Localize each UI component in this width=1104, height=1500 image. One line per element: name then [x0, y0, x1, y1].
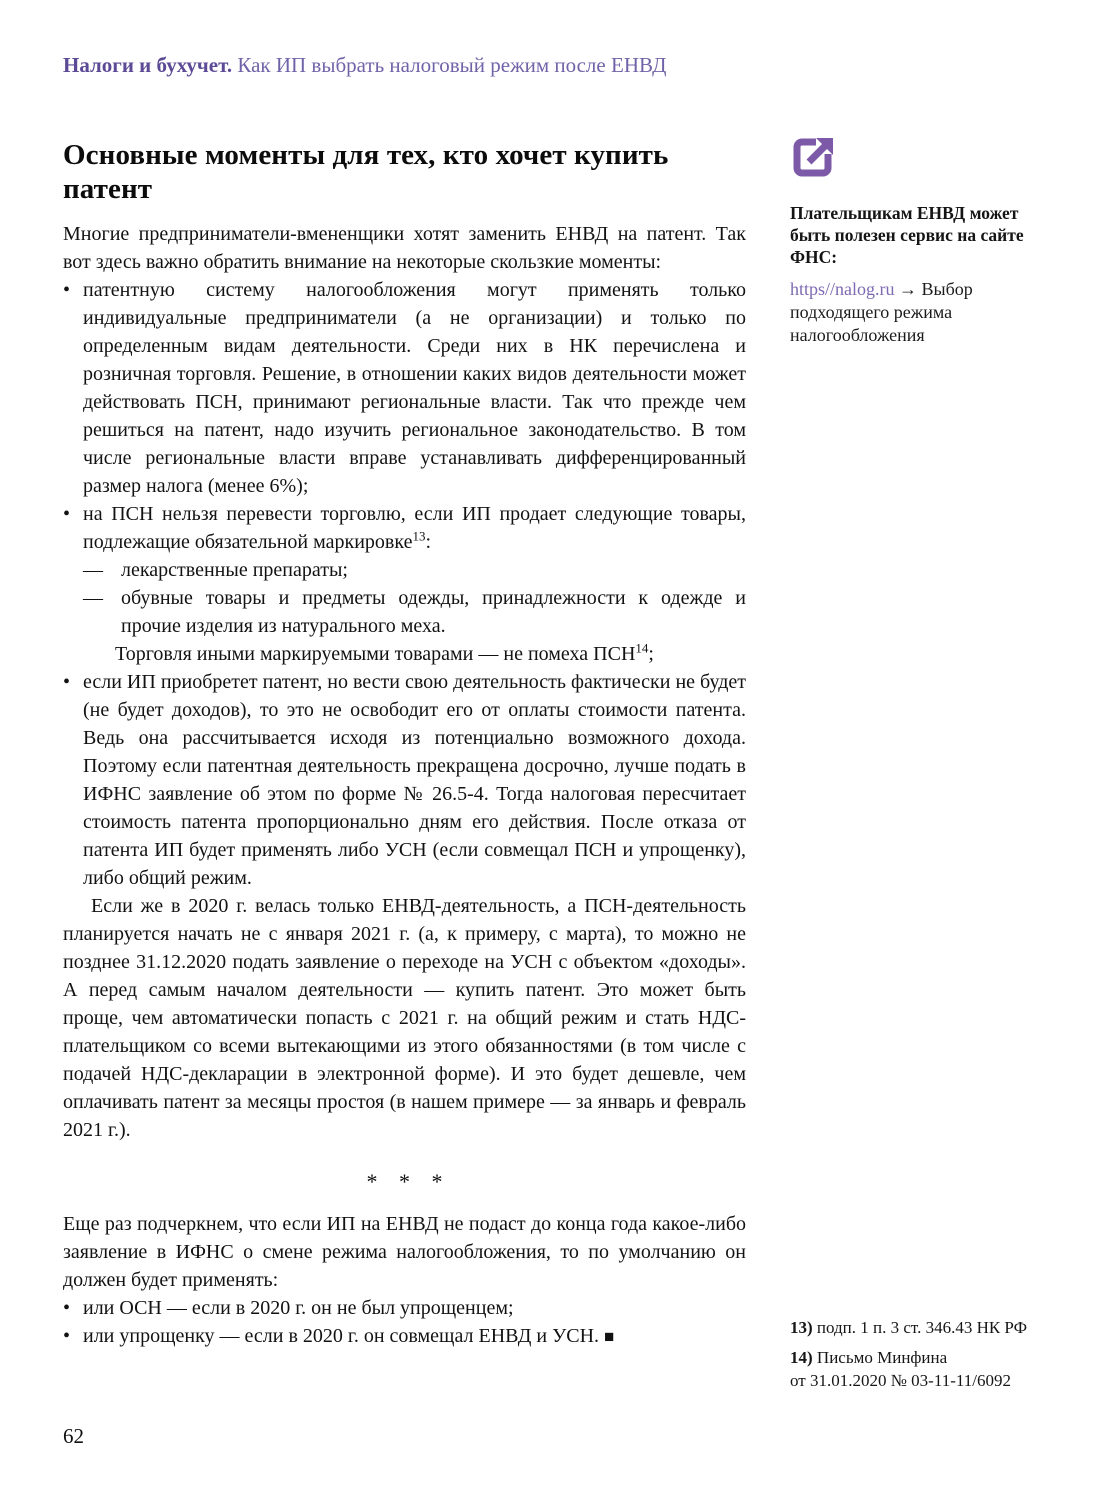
magazine-brand: Налоги и бухучет. [63, 53, 233, 77]
bullet-patent-cost-text: если ИП приобретет патент, но вести свою деятельность фактически не будет (не будет доходов), то это не освободит его от оплаты стоимости патента. Ведь она рассчитывается исходя из потенциально возможного дохода. Поэтому если патентная деятельность прекращена досрочно, лучше подать в ИФНС заявление об этом по форме № 26.5-4. Тогда налоговая пересчитает стоимость патента пропорционально дням его действия. После отказа от патента ИП будет применять либо УСН (если совмещал ПСН и упрощенку), либо общий режим. [83, 671, 747, 889]
end-of-article-marker: ■ [604, 1327, 615, 1346]
bullet-usn-label: или упрощенку — если в 2020 г. он совмещал ЕНВД и УСН. [83, 1325, 600, 1347]
bullet-patent-cost [63, 668, 746, 892]
dash-item-medicines-text: лекарственные препараты; [121, 559, 348, 581]
bullet-marker: • [63, 671, 71, 693]
stars-divider: * * * [366, 1169, 451, 1194]
external-link-icon [790, 135, 1044, 186]
footnote-ref-13: 13 [412, 528, 426, 544]
note-lead: Торговля иными маркируемыми товарами — не помеха ПСН [115, 643, 636, 665]
footnote-number: 14) [790, 1348, 813, 1367]
bullet-marked-goods-tail: : [425, 531, 432, 553]
footnote-14-line2: от 31.01.2020 № 03-11-11/6092 [790, 1371, 1011, 1390]
footnote-14-line1: Письмо Минфина [816, 1348, 948, 1367]
bullet-marker: • [63, 503, 71, 525]
bullet-marker: • [63, 279, 71, 301]
bullet-marked-goods-text [83, 500, 746, 556]
sidebar-note-title: Плательщикам ЕНВД может быть полезен сервис на сайте ФНС: [790, 203, 1024, 267]
dash-item-shoes-clothes-text: обувные товары и предметы одежды, принадлежности к одежде и прочие изделия из натурального меха. [121, 587, 746, 637]
bullet-psn-scope-text: патентную систему налогообложения могут применять только индивидуальные предприниматели (а не организации) и только по определенным видам деятельности. Среди них в НК перечислена и розничная торговля. Решение, в отношении каких видов деятельности может действовать ПСН, принимают региональные власти. Так что прежде чем решиться на патент, надо изучить региональное законодательство. В том числе региональные власти вправе устанавливать дифференцированный размер налога (менее 6%); [83, 279, 746, 497]
footnote-13 [790, 1316, 1052, 1339]
section-heading: Основные моменты для тех, кто хочет купить патент [63, 139, 669, 205]
article-title: Как ИП выбрать налоговый режим после ЕНВД [237, 53, 667, 77]
footnote-13-text: подп. 1 п. 3 ст. 346.43 НК РФ [816, 1318, 1028, 1337]
bullet-marker: • [63, 1297, 71, 1319]
footnote-number: 13) [790, 1318, 813, 1337]
dash-item-medicines [63, 556, 746, 584]
dash-item-shoes-clothes [63, 584, 746, 640]
note-other-marked-goods [83, 640, 746, 668]
main-text-column [63, 138, 746, 1351]
bullet-psn-scope [63, 276, 746, 500]
dash-marker: — [83, 559, 103, 581]
right-arrow: → [899, 279, 917, 299]
note-tail: ; [648, 643, 654, 665]
bullet-marked-goods-lead: на ПСН нельзя перевести торговлю, если ИП продает следующие товары, подлежащие обязательной маркировке [83, 503, 746, 553]
bullet-usn-text [83, 1322, 746, 1351]
footnote-ref-14: 14 [635, 640, 649, 656]
page-header [63, 52, 667, 78]
bullet-usn [63, 1322, 746, 1351]
footnote-14 [790, 1346, 1052, 1392]
dash-marker: — [83, 587, 103, 609]
sidebar-note-description: Выбор подходящего режима налогообложения [790, 279, 973, 345]
footnotes-block [790, 1316, 1052, 1399]
page-number: 62 [63, 1424, 84, 1448]
bullet-marker: • [63, 1325, 71, 1347]
intro-paragraph: Многие предприниматели-вмененщики хотят заменить ЕНВД на патент. Так вот здесь важно обратить внимание на некоторые скользкие моменты: [63, 223, 746, 273]
para-2020-transition: Если же в 2020 г. велась только ЕНВД-деятельность, а ПСН-деятельность планируется начать не с января 2021 г. (а, к примеру, с марта), то можно не позднее 31.12.2020 подать заявление о переходе на УСН с объектом «доходы». А перед самым началом деятельности — купить патент. Это может быть проще, чем автоматически попасть с 2021 г. на общий режим и стать НДС-плательщиком со всеми вытекающими из этого обязанностями (в том числе с подачей НДС-декларации в электронной форме). И это будет дешевле, чем оплачивать патент за месяцы простоя (в нашем примере — за январь и февраль 2021 г.). [63, 895, 746, 1141]
bullet-marked-goods [63, 500, 746, 556]
bullet-osn-text: или ОСН — если в 2020 г. он не был упрощенцем; [83, 1297, 514, 1319]
sidebar-note-body [790, 278, 1044, 347]
bullet-osn [63, 1294, 746, 1322]
para-final-summary: Еще раз подчеркнем, что если ИП на ЕНВД не подаст до конца года какое-либо заявление в ИФНС о смене режима налогообложения, то по умолчанию он должен будет применять: [63, 1213, 746, 1291]
sidebar [790, 135, 1044, 347]
nalog-ru-link[interactable]: https//nalog.ru [790, 279, 895, 299]
